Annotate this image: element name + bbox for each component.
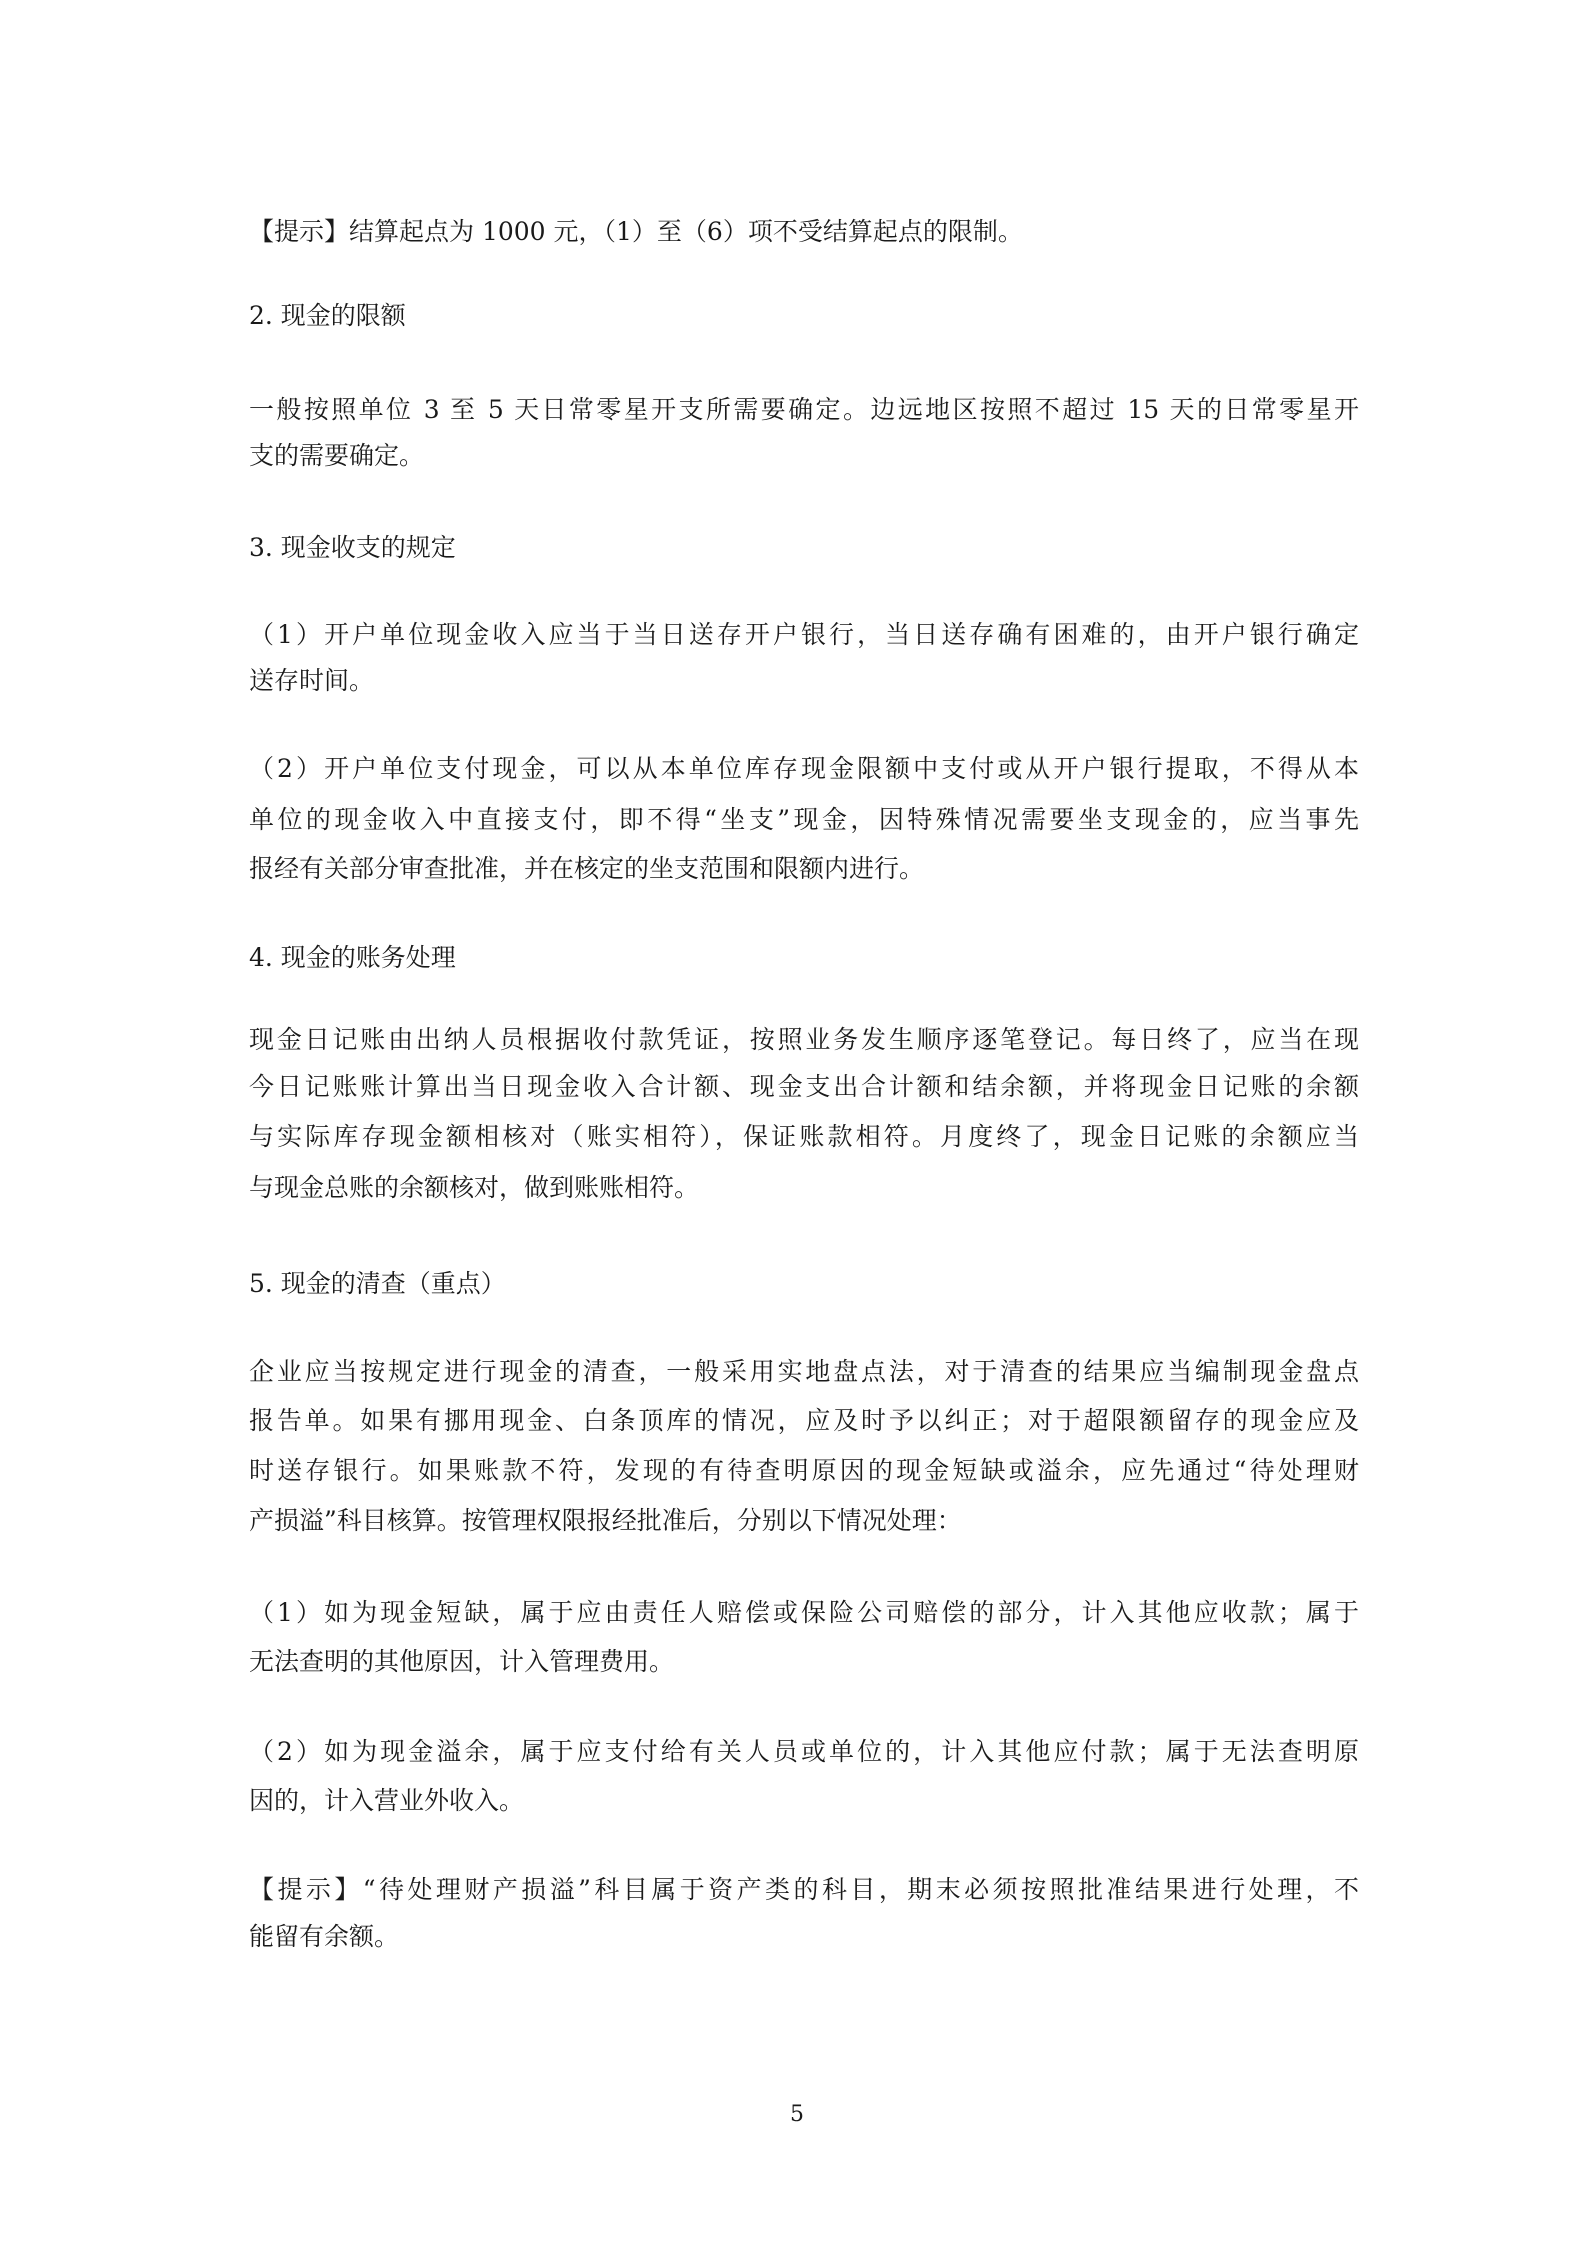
text-line: 报经有关部分审查批准，并在核定的坐支范围和限额内进行。 — [249, 854, 925, 883]
text-line: 一般按照单位 3 至 5 天日常零星开支所需要确定。边远地区按照不超过 15 天的日常零星开 — [249, 395, 1359, 424]
text-line: 时送存银行。如果账款不符，发现的有待查明原因的现金短缺或溢余，应先通过“待处理财 — [249, 1456, 1359, 1485]
text-line: 与实际库存现金额相核对（账实相符），保证账款相符。月度终了，现金日记账的余额应当 — [249, 1122, 1359, 1151]
text-line: 单位的现金收入中直接支付，即不得“坐支”现金，因特殊情况需要坐支现金的，应当事先 — [249, 805, 1359, 834]
text-line: 2. 现金的限额 — [249, 301, 406, 330]
text-line: 今日记账账计算出当日现金收入合计额、现金支出合计额和结余额，并将现金日记账的余额 — [249, 1072, 1359, 1101]
text-line: 与现金总账的余额核对，做到账账相符。 — [249, 1173, 700, 1202]
page-number: 5 — [790, 2102, 804, 2127]
text-line: 支的需要确定。 — [249, 441, 425, 470]
text-line: 送存时间。 — [249, 666, 375, 695]
text-line: 企业应当按规定进行现金的清查，一般采用实地盘点法，对于清查的结果应当编制现金盘点 — [249, 1357, 1359, 1386]
text-line: 因的，计入营业外收入。 — [249, 1786, 525, 1815]
text-line: （2）开户单位支付现金，可以从本单位库存现金限额中支付或从开户银行提取，不得从本 — [249, 754, 1359, 783]
text-line: 【提示】“待处理财产损溢”科目属于资产类的科目，期末必须按照批准结果进行处理，不 — [249, 1875, 1359, 1904]
text-line: 能留有余额。 — [249, 1922, 400, 1951]
text-line: 产损溢”科目核算。按管理权限报经批准后，分别以下情况处理： — [249, 1506, 962, 1535]
text-line: 5. 现金的清查（重点） — [249, 1269, 506, 1298]
text-line: 3. 现金收支的规定 — [249, 533, 456, 562]
text-line: 无法查明的其他原因，计入管理费用。 — [249, 1647, 675, 1676]
text-line: （2）如为现金溢余，属于应支付给有关人员或单位的，计入其他应付款；属于无法查明原 — [249, 1737, 1359, 1766]
text-line: 报告单。如果有挪用现金、白条顶库的情况，应及时予以纠正；对于超限额留存的现金应及 — [249, 1406, 1359, 1435]
text-line: 4. 现金的账务处理 — [249, 943, 456, 972]
text-line: （1）如为现金短缺，属于应由责任人赔偿或保险公司赔偿的部分，计入其他应收款；属于 — [249, 1598, 1359, 1627]
text-line: 现金日记账由出纳人员根据收付款凭证，按照业务发生顺序逐笔登记。每日终了，应当在现 — [249, 1025, 1359, 1054]
text-line: （1）开户单位现金收入应当于当日送存开户银行，当日送存确有困难的，由开户银行确定 — [249, 620, 1359, 649]
text-line: 【提示】结算起点为 1000 元，（1）至（6）项不受结算起点的限制。 — [249, 217, 1023, 246]
